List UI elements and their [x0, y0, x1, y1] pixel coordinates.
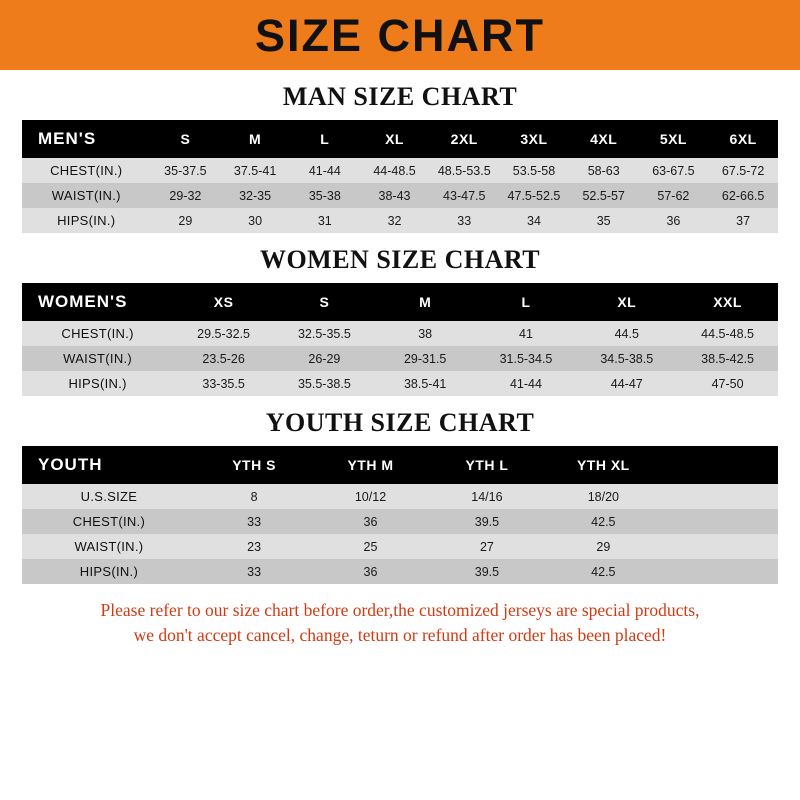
footer-note-line-1: Please refer to our size chart before order,the customized jerseys are special products, — [100, 600, 700, 620]
table-cell: 39.5 — [429, 559, 545, 584]
table-cell: 35-38 — [290, 183, 360, 208]
table-cell: 38 — [375, 321, 476, 346]
table-header-cell: S — [274, 283, 375, 321]
table-cell: 38.5-41 — [375, 371, 476, 396]
table-cell: 25 — [312, 534, 428, 559]
table-cell: 52.5-57 — [569, 183, 639, 208]
row-label: HIPS(IN.) — [22, 559, 196, 584]
table-cell: 30 — [220, 208, 290, 233]
table-row — [22, 183, 778, 208]
table-header-cell: WOMEN'S — [22, 283, 173, 321]
table-cell: 35 — [569, 208, 639, 233]
table-header-cell: XL — [360, 120, 430, 158]
table-header-cell: YTH M — [312, 446, 428, 484]
table-header-row — [22, 446, 778, 484]
table-cell: 29.5-32.5 — [173, 321, 274, 346]
page-banner — [0, 0, 800, 70]
table-cell: 67.5-72 — [708, 158, 778, 183]
table-header-row — [22, 120, 778, 158]
table-cell: 36 — [639, 208, 709, 233]
table-cell: 53.5-58 — [499, 158, 569, 183]
table-cell: 33-35.5 — [173, 371, 274, 396]
table-cell: 48.5-53.5 — [429, 158, 499, 183]
table-cell: 31.5-34.5 — [476, 346, 577, 371]
table-cell: 41 — [476, 321, 577, 346]
table-cell: 32-35 — [220, 183, 290, 208]
table-cell: 29-32 — [151, 183, 221, 208]
table-cell: 35-37.5 — [151, 158, 221, 183]
table-row — [22, 346, 778, 371]
section-women — [22, 245, 778, 396]
row-label: CHEST(IN.) — [22, 321, 173, 346]
section-youth — [22, 408, 778, 584]
table-cell: 26-29 — [274, 346, 375, 371]
table-cell: 23 — [196, 534, 312, 559]
table-cell: 29-31.5 — [375, 346, 476, 371]
section-title-man: MAN SIZE CHART — [282, 82, 518, 111]
section-title-youth: YOUTH SIZE CHART — [265, 408, 535, 437]
table-header-cell: YTH S — [196, 446, 312, 484]
table-header-cell: 3XL — [499, 120, 569, 158]
table-cell: 38.5-42.5 — [677, 346, 778, 371]
man-size-table — [22, 120, 778, 233]
section-man — [22, 82, 778, 233]
table-row — [22, 534, 778, 559]
table-row — [22, 484, 778, 509]
table-cell: 47-50 — [677, 371, 778, 396]
women-size-table — [22, 283, 778, 396]
table-cell: 10/12 — [312, 484, 428, 509]
table-cell: 44.5 — [576, 321, 677, 346]
row-label: CHEST(IN.) — [22, 158, 151, 183]
women-table-header — [22, 283, 778, 321]
table-row — [22, 559, 778, 584]
table-cell: 35.5-38.5 — [274, 371, 375, 396]
table-cell: 47.5-52.5 — [499, 183, 569, 208]
table-cell: 29 — [151, 208, 221, 233]
table-cell: 8 — [196, 484, 312, 509]
row-label: HIPS(IN.) — [22, 371, 173, 396]
table-cell: 32 — [360, 208, 430, 233]
table-header-cell: YTH L — [429, 446, 545, 484]
table-cell: 43-47.5 — [429, 183, 499, 208]
table-cell: 31 — [290, 208, 360, 233]
section-title-women: WOMEN SIZE CHART — [259, 245, 541, 274]
table-cell: 63-67.5 — [639, 158, 709, 183]
table-cell: 57-62 — [639, 183, 709, 208]
table-cell — [662, 509, 778, 534]
table-cell: 37 — [708, 208, 778, 233]
row-label: WAIST(IN.) — [22, 534, 196, 559]
table-cell: 44-48.5 — [360, 158, 430, 183]
table-cell: 33 — [196, 509, 312, 534]
table-cell — [662, 484, 778, 509]
chart-content — [0, 82, 800, 649]
page-title: SIZE CHART — [255, 9, 545, 61]
table-header-cell: M — [375, 283, 476, 321]
table-cell: 41-44 — [476, 371, 577, 396]
table-cell: 44-47 — [576, 371, 677, 396]
row-label: WAIST(IN.) — [22, 183, 151, 208]
table-row — [22, 158, 778, 183]
table-header-cell: L — [290, 120, 360, 158]
table-header-cell — [662, 446, 778, 484]
table-header-cell: M — [220, 120, 290, 158]
table-row — [22, 509, 778, 534]
table-cell: 42.5 — [545, 559, 661, 584]
table-cell: 44.5-48.5 — [677, 321, 778, 346]
table-row — [22, 321, 778, 346]
table-cell: 36 — [312, 559, 428, 584]
youth-size-table — [22, 446, 778, 584]
table-header-cell: L — [476, 283, 577, 321]
row-label: CHEST(IN.) — [22, 509, 196, 534]
man-table-body — [22, 158, 778, 233]
table-cell: 38-43 — [360, 183, 430, 208]
table-cell: 33 — [196, 559, 312, 584]
table-header-cell: YTH XL — [545, 446, 661, 484]
table-cell: 23.5-26 — [173, 346, 274, 371]
table-header-cell: XS — [173, 283, 274, 321]
footer-note-line-2: we don't accept cancel, change, teturn or refund after order has been placed! — [133, 625, 667, 646]
table-cell: 34.5-38.5 — [576, 346, 677, 371]
table-header-cell: S — [151, 120, 221, 158]
table-cell: 29 — [545, 534, 661, 559]
row-label: HIPS(IN.) — [22, 208, 151, 233]
row-label: WAIST(IN.) — [22, 346, 173, 371]
table-cell — [662, 559, 778, 584]
women-table-body — [22, 321, 778, 396]
table-header-cell: MEN'S — [22, 120, 151, 158]
table-header-cell: 2XL — [429, 120, 499, 158]
table-cell: 42.5 — [545, 509, 661, 534]
table-row — [22, 371, 778, 396]
table-cell: 32.5-35.5 — [274, 321, 375, 346]
table-cell: 14/16 — [429, 484, 545, 509]
row-label: U.S.SIZE — [22, 484, 196, 509]
table-header-cell: XL — [576, 283, 677, 321]
table-cell: 33 — [429, 208, 499, 233]
table-cell: 34 — [499, 208, 569, 233]
table-cell: 41-44 — [290, 158, 360, 183]
footer-note — [22, 598, 778, 649]
man-table-header — [22, 120, 778, 158]
table-header-cell: YOUTH — [22, 446, 196, 484]
table-header-cell: XXL — [677, 283, 778, 321]
table-cell: 36 — [312, 509, 428, 534]
table-cell: 18/20 — [545, 484, 661, 509]
youth-table-body — [22, 484, 778, 584]
table-header-cell: 4XL — [569, 120, 639, 158]
youth-table-header — [22, 446, 778, 484]
table-header-row — [22, 283, 778, 321]
table-cell: 62-66.5 — [708, 183, 778, 208]
table-cell: 39.5 — [429, 509, 545, 534]
table-header-cell: 6XL — [708, 120, 778, 158]
table-cell — [662, 534, 778, 559]
table-row — [22, 208, 778, 233]
table-cell: 37.5-41 — [220, 158, 290, 183]
table-cell: 27 — [429, 534, 545, 559]
table-header-cell: 5XL — [639, 120, 709, 158]
table-cell: 58-63 — [569, 158, 639, 183]
